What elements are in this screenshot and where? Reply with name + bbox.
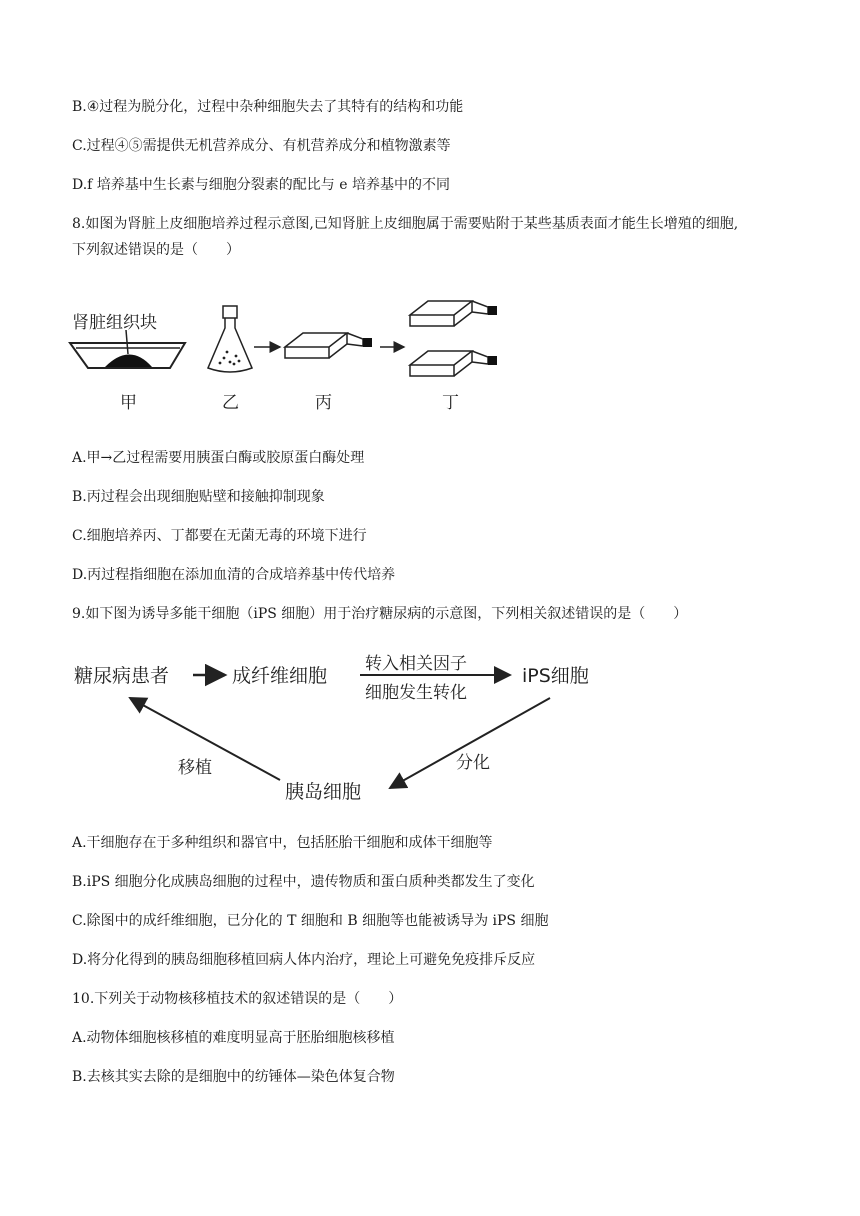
q9-option-a: A.干细胞存在于多种组织和器官中，包括胚胎干细胞和成体干细胞等: [72, 835, 493, 851]
label-jia: 甲: [120, 393, 137, 413]
ips-cell-label: iPS细胞: [522, 665, 589, 687]
tissue-label: 肾脏组织块: [72, 313, 157, 333]
transfer-factor-label: 转入相关因子: [365, 654, 467, 674]
q7-option-b: B.④过程为脱分化，过程中杂种细胞失去了其特有的结构和功能: [72, 99, 464, 115]
q9-option-d: D.将分化得到的胰岛细胞移植回病人体内治疗，理论上可避免免疫排斥反应: [72, 952, 536, 968]
differentiation-label: 分化: [456, 753, 490, 773]
q8-option-d: D.丙过程指细胞在添加血清的合成培养基中传代培养: [72, 567, 396, 583]
q10-option-a: A.动物体细胞核移植的难度明显高于胚胎细胞核移植: [72, 1030, 395, 1046]
q9-option-b: B.iPS 细胞分化成胰岛细胞的过程中，遗传物质和蛋白质种类都发生了变化: [72, 874, 535, 890]
q9-stem: 9.如下图为诱导多能干细胞（iPS 细胞）用于治疗糖尿病的示意图，下列相关叙述错误的是（ ）: [72, 606, 688, 622]
q10-stem: 10.下列关于动物核移植技术的叙述错误的是（ ）: [72, 991, 403, 1007]
q10-option-b: B.去核其实去除的是细胞中的纺锤体—染色体复合物: [72, 1069, 395, 1085]
label-yi: 乙: [222, 393, 239, 413]
q7-option-d: D.f 培养基中生长素与细胞分裂素的配比与 e 培养基中的不同: [72, 177, 450, 193]
q9-option-c: C.除图中的成纤维细胞，已分化的 T 细胞和 B 细胞等也能被诱导为 iPS 细胞: [72, 913, 549, 929]
q8-option-b: B.丙过程会出现细胞贴壁和接触抑制现象: [72, 489, 325, 505]
bottle-ding-top: [410, 301, 497, 326]
fibroblast-label: 成纤维细胞: [232, 665, 328, 687]
dish-jia: [70, 330, 185, 368]
kidney-culture-figure: [60, 290, 520, 425]
bottle-ding-bottom: [410, 351, 497, 376]
q8-stem-line1: 8.如图为肾脏上皮细胞培养过程示意图,已知肾脏上皮细胞属于需要贴附于某些基质表面才能生长增殖的细胞,: [72, 216, 739, 232]
q8-stem-line2: 下列叙述错误的是（ ）: [72, 242, 240, 258]
q8-option-c: C.细胞培养丙、丁都要在无菌无毒的环境下进行: [72, 528, 367, 544]
q7-option-c: C.过程④⑤需提供无机营养成分、有机营养成分和植物激素等: [72, 138, 451, 154]
q8-option-a: A.甲→乙过程需要用胰蛋白酶或胶原蛋白酶处理: [72, 450, 365, 466]
patient-label: 糖尿病患者: [74, 665, 170, 687]
label-bing: 丙: [315, 393, 332, 413]
transplant-label: 移植: [178, 758, 212, 778]
islet-cell-label: 胰岛细胞: [285, 781, 362, 803]
flask-yi: [208, 306, 252, 372]
transformation-label: 细胞发生转化: [365, 683, 467, 703]
label-ding: 丁: [442, 393, 459, 413]
ips-therapy-figure: [60, 640, 640, 820]
bottle-bing: [285, 333, 372, 358]
